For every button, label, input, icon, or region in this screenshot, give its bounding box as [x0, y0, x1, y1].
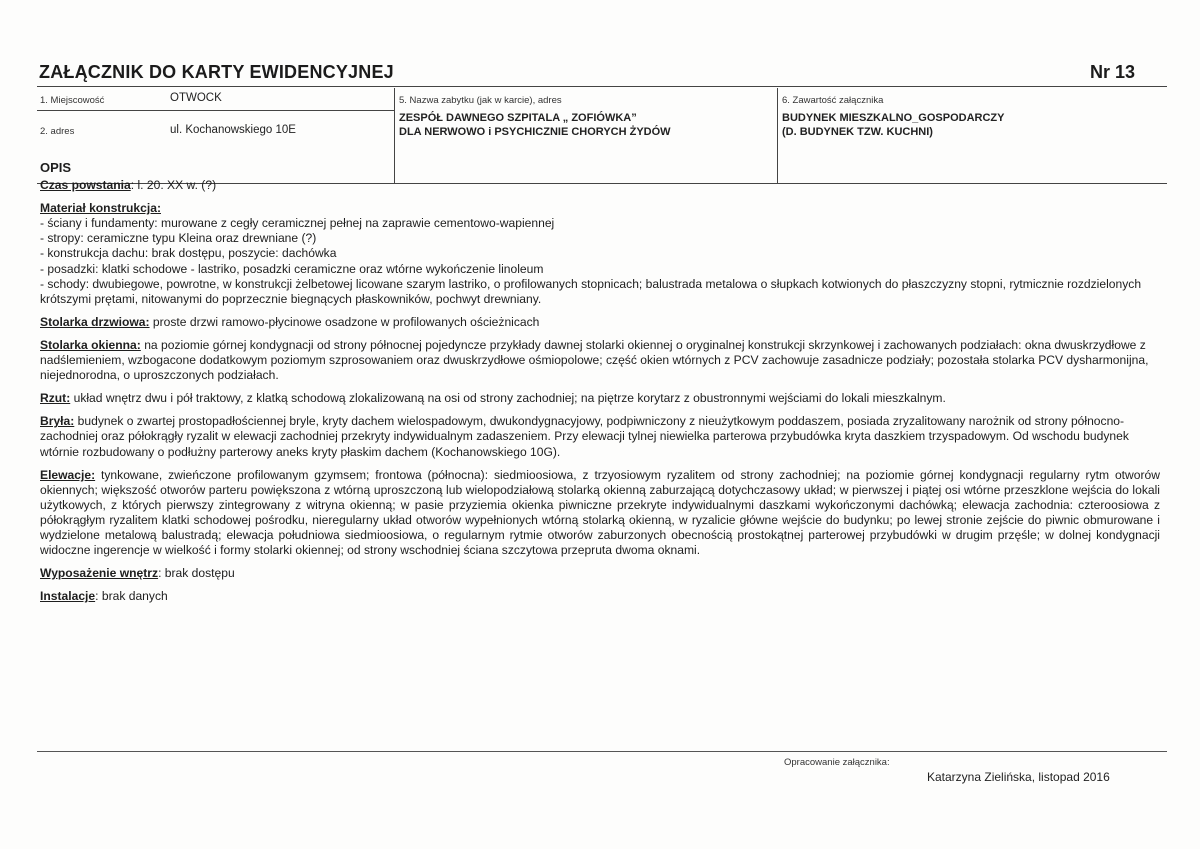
locality-label: 1. Miejscowość: [40, 95, 105, 106]
interior-furnishing-paragraph: [40, 566, 1160, 581]
document-header: [37, 62, 1167, 87]
material-item: - stropy: ceramiczne typu Kleina oraz drewniane (?): [40, 231, 317, 246]
floor-plan-paragraph: [40, 391, 1160, 406]
document-number: Nr 13: [1089, 62, 1135, 82]
prepared-by-author: Katarzyna Zielińska, listopad 2016: [927, 770, 1110, 784]
interior-furnishing-label: Wyposażenie wnętrz: [40, 566, 159, 581]
door-joinery-label: Stolarka drzwiowa:: [40, 314, 150, 329]
building-mass-text: budynek o zwartej prostopadłościennej bryle, kryty dachem wielospadowym, dwukondygnacyjowy, podpiwniczony z nieużytkowym poddaszem, posiada zryzalitowany narożnik od strony północno-zachodniej oraz półokrągły ryzalit w elewacji zachodniej przekryty indywidualnym zadaszeniem. Przy elewacji tylnej niewielka parterowa przybudówka kryta daszkiem trzyspadowym. Od wschodu budynek wtórnie rozbudowany o podłużny parterowy aneks kryty płaskim dachem (Kochanowskiego 10G).: [40, 414, 1129, 459]
door-joinery-text: proste drzwi ramowo-płycinowe osadzone w profilowanych ościeżnicach: [149, 314, 540, 329]
interior-furnishing-text: : brak dostępu: [158, 566, 235, 581]
installations-label: Instalacje: [40, 589, 96, 604]
footer-divider: [37, 751, 1167, 752]
installations-paragraph: [40, 589, 1160, 604]
building-mass-label: Bryła:: [40, 414, 75, 429]
locality-value: OTWOCK: [170, 92, 222, 104]
material-item: - schody: dwubiegowe, powrotne, w konstrukcji żelbetowej licowane szarym lastriko, o profilowanych stopnicach; balustrada metalowa o słupkach kotwionych do płaszczyzny stopni, rytmicznie rozdzielonych krótszymi prętami, nitowanymi do poprzecznie biegnących płaskowników, pochwyt drewniany.: [40, 276, 1142, 306]
material-label: Materiał konstrukcja:: [40, 201, 161, 216]
elevations-paragraph: [40, 468, 1160, 559]
window-joinery-text: na poziomie górnej kondygnacji od strony północnej pojedyncze przykłady dawnej stolarki okiennej o oryginalnej konstrukcji skrzynkowej i zachowanych podziałach: okna dwuskrzydłowe z nadślemieniem, wzbogacone dodatkowym poziomym szprosowaniem oraz dwuskrzydłowe ośmiopolowe; część okien wtórnych z PCV zachowuje zasadnicze podziały; pozostała stolarka PCV dysharmonijna, niejednorodna, o uproszczonych podziałach.: [40, 337, 1149, 383]
monument-name-label: 5. Nazwa zabytku (jak w karcie), adres: [399, 95, 562, 106]
material-item: - posadzki: klatki schodowe - lastriko, posadzki ceramiczne oraz wtórne wykończenie linoleum: [40, 261, 544, 276]
attachment-contents-line1: BUDYNEK MIESZKALNO_GOSPODARCZY: [782, 112, 1005, 124]
prepared-by-label: Opracowanie załącznika:: [784, 757, 890, 768]
material-heading: [40, 201, 1160, 216]
description-body: [40, 160, 1160, 604]
document-title: ZAŁĄCZNIK DO KARTY EWIDENCYJNEJ: [39, 62, 394, 82]
monument-name-line1: ZESPÓŁ DAWNEGO SZPITALA „ ZOFIÓWKA”: [399, 112, 637, 124]
window-joinery-paragraph: [40, 338, 1160, 383]
window-joinery-label: Stolarka okienna:: [40, 337, 141, 352]
address-label: 2. adres: [40, 126, 75, 137]
creation-date-value: : l. 20. XX w. (?): [130, 178, 217, 193]
address-value: ul. Kochanowskiego 10E: [170, 124, 296, 136]
installations-text: : brak danych: [95, 589, 168, 604]
floor-plan-text: układ wnętrz dwu i pół traktowy, z klatką schodową zlokalizowaną na osi od strony zachodniej; na piętrze korytarz z obustronnymi wejściami do lokali mieszkalnym.: [70, 391, 946, 406]
door-joinery-paragraph: [40, 315, 1160, 330]
creation-date-label: Czas powstania: [40, 178, 131, 193]
elevations-label: Elewacje:: [40, 467, 96, 482]
creation-date-paragraph: [40, 178, 1160, 193]
monument-name-line2: DLA NERWOWO i PSYCHICZNIE CHORYCH ŻYDÓW: [399, 126, 671, 138]
floor-plan-label: Rzut:: [40, 391, 71, 406]
elevations-text: tynkowane, zwieńczone profilowanym gzymsem; frontowa (północna): siedmioosiowa, z trzyosiowym ryzalitem od strony zachodniej; na poziomie górnej kondygnacji regularny rytm otworów okiennych; większość otworów parteru powiększona z wtórną uproszczoną lub wielopodziałową stolarką okienną zaburzającą dotychczasowy układ; w pierwszej i piątej osi wtórne przeszklone wejścia do lokali użytkowych, z których pierwszy zintegrowany z witryna okienną; w pasie przyziemia okienka piwniczne przekryte indywidualnymi daszkami wykończonymi dachówką; elewacja zachodnia: czteroosiowa z półokrągłym ryzalitem klatki schodowej pośrodku, nieregularny układ otworów wypełnionych wtórną stolarką okienną, w ryzalicie główne wejście do budynku; po lewej stronie zejście do piwnic obmurowane i wydzielone metalową balustradą; elewacja południowa siedmioosiowa, o regularnym rytmie otworów zaburzonych obecnością prostokątnej parterowej przybudówki w drugim przęśle; w dolnej kondygnacji widoczne ingerencje w wielkość i formy stolarki okiennej; od strony wschodniej ściana szczytowa przepruta dwoma oknami.: [40, 467, 1160, 558]
description-heading: OPIS: [40, 160, 72, 175]
material-item: - konstrukcja dachu: brak dostępu, poszycie: dachówka: [40, 246, 337, 261]
table-divider: [37, 110, 394, 111]
attachment-contents-line2: (D. BUDYNEK TZW. KUCHNI): [782, 126, 933, 138]
material-item: - ściany i fundamenty: murowane z cegły ceramicznej pełnej na zaprawie cementowo-wapiennej: [40, 216, 555, 231]
building-mass-paragraph: [40, 414, 1160, 459]
attachment-contents-label: 6. Zawartość załącznika: [782, 95, 884, 106]
